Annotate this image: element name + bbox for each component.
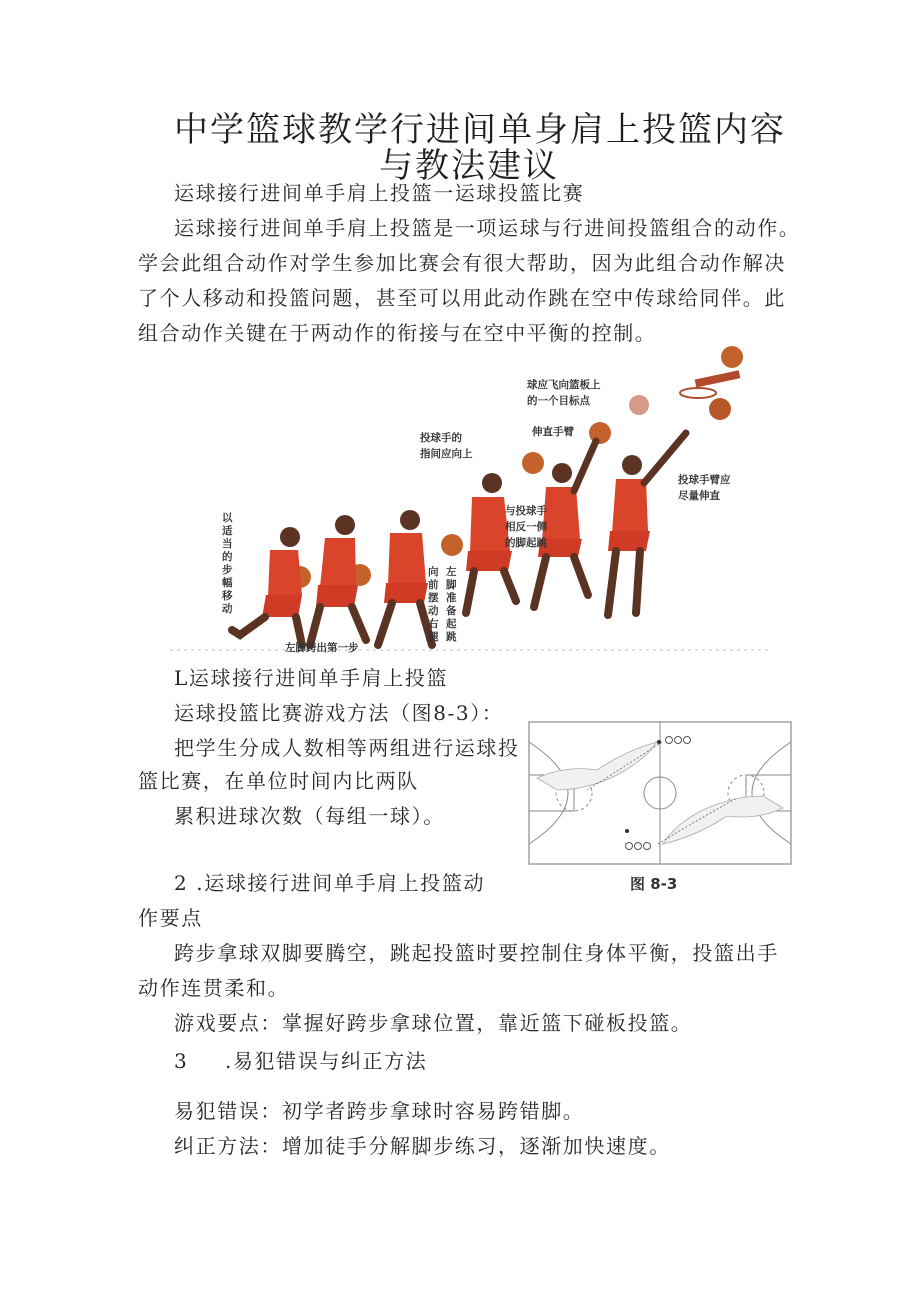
game-line-2: 篮比赛，在单位时间内比两队 bbox=[138, 769, 419, 793]
annotation-left-foot-step: 左脚跨出第一步 bbox=[285, 642, 359, 654]
annotation-line: 尽量伸直 bbox=[678, 490, 720, 502]
ball-icon bbox=[629, 395, 649, 415]
game-line-3: 累积进球次数（每组一球）。 bbox=[174, 804, 445, 828]
court-diagram-figure bbox=[527, 720, 793, 866]
annotation-line: 与投球手 bbox=[505, 505, 547, 517]
player-figure-3 bbox=[378, 510, 432, 645]
intro-line-4: 组合动作关键在于两动作的衔接与在空中平衡的控制。 bbox=[138, 321, 657, 345]
annotation-arm-straight bbox=[678, 472, 731, 504]
page-title-line1: 中学篮球教学行进间单身肩上投篮内容 bbox=[174, 110, 786, 150]
points-line-2: 动作连贯柔和。 bbox=[138, 976, 290, 1000]
intro-line-1: 运球接行进间单手肩上投篮是一项运球与行进间投篮组合的动作。 bbox=[174, 216, 801, 240]
ball-icon bbox=[441, 534, 463, 556]
ball-icon bbox=[589, 422, 611, 444]
common-error: 易犯错误：初学者跨步拿球时容易跨错脚。 bbox=[174, 1099, 585, 1123]
intro-line-2: 学会此组合动作对学生参加比赛会有很大帮助，因为此组合动作解决 bbox=[138, 251, 786, 275]
ball-icon bbox=[522, 452, 544, 474]
player-figure-6 bbox=[608, 433, 686, 615]
game-points: 游戏要点：掌握好跨步拿球位置，靠近篮下碰板投篮。 bbox=[174, 1011, 693, 1035]
section3-number: 3 bbox=[174, 1049, 189, 1073]
figure-caption: 图 8-3 bbox=[630, 875, 678, 893]
section2-heading-line1: 2 .运球接行进间单手肩上投篮动 bbox=[174, 871, 486, 895]
player-figure-1 bbox=[232, 527, 302, 645]
annotation-target bbox=[527, 377, 601, 409]
basket-icon bbox=[680, 370, 740, 398]
section1-heading: L运球接行进间单手肩上投篮 bbox=[174, 666, 449, 690]
jump-shot-sequence-figure bbox=[170, 345, 770, 665]
page-title-line2: 与教法建议 bbox=[379, 146, 559, 186]
annotation-line: 投球手臂应 bbox=[678, 474, 731, 486]
ball-icon bbox=[709, 398, 731, 420]
subtitle: 运球接行进间单手肩上投篮一运球投篮比赛 bbox=[174, 181, 585, 205]
annotation-opposite-foot bbox=[505, 503, 547, 551]
game-line-1: 把学生分成人数相等两组进行运球投 bbox=[174, 736, 520, 760]
section2-heading-line2: 作要点 bbox=[138, 906, 203, 930]
annotation-straighten-arm: 伸直手臂 bbox=[532, 426, 574, 438]
annotation-line: 相反一侧 bbox=[505, 521, 547, 533]
annotation-step-size: 以适当的步幅移动 bbox=[222, 512, 233, 615]
ball-icon bbox=[721, 346, 743, 368]
annotation-line: 指间应向上 bbox=[420, 448, 473, 460]
intro-line-3: 了个人移动和投篮问题，甚至可以用此动作跳在空中传球给同伴。此 bbox=[138, 286, 786, 310]
annotation-line: 投球手的 bbox=[420, 432, 462, 444]
annotation-fingers-up bbox=[420, 430, 473, 462]
correction-method: 纠正方法：增加徒手分解脚步练习，逐渐加快速度。 bbox=[174, 1134, 671, 1158]
annotation-swing-right-leg: 向前摆动右腿 bbox=[428, 566, 439, 643]
annotation-left-foot-ready: 左脚准备起跳 bbox=[446, 566, 457, 643]
points-line-1: 跨步拿球双脚要腾空，跳起投篮时要控制住身体平衡，投篮出手 bbox=[174, 941, 779, 965]
section3-title: .易犯错误与纠正方法 bbox=[225, 1049, 428, 1073]
annotation-line: 球应飞向篮板上 bbox=[527, 379, 601, 391]
annotation-line: 的一个目标点 bbox=[527, 395, 590, 407]
game-method: 运球投篮比赛游戏方法（图8-3）： bbox=[174, 701, 504, 725]
annotation-line: 的脚起跳 bbox=[505, 537, 547, 549]
